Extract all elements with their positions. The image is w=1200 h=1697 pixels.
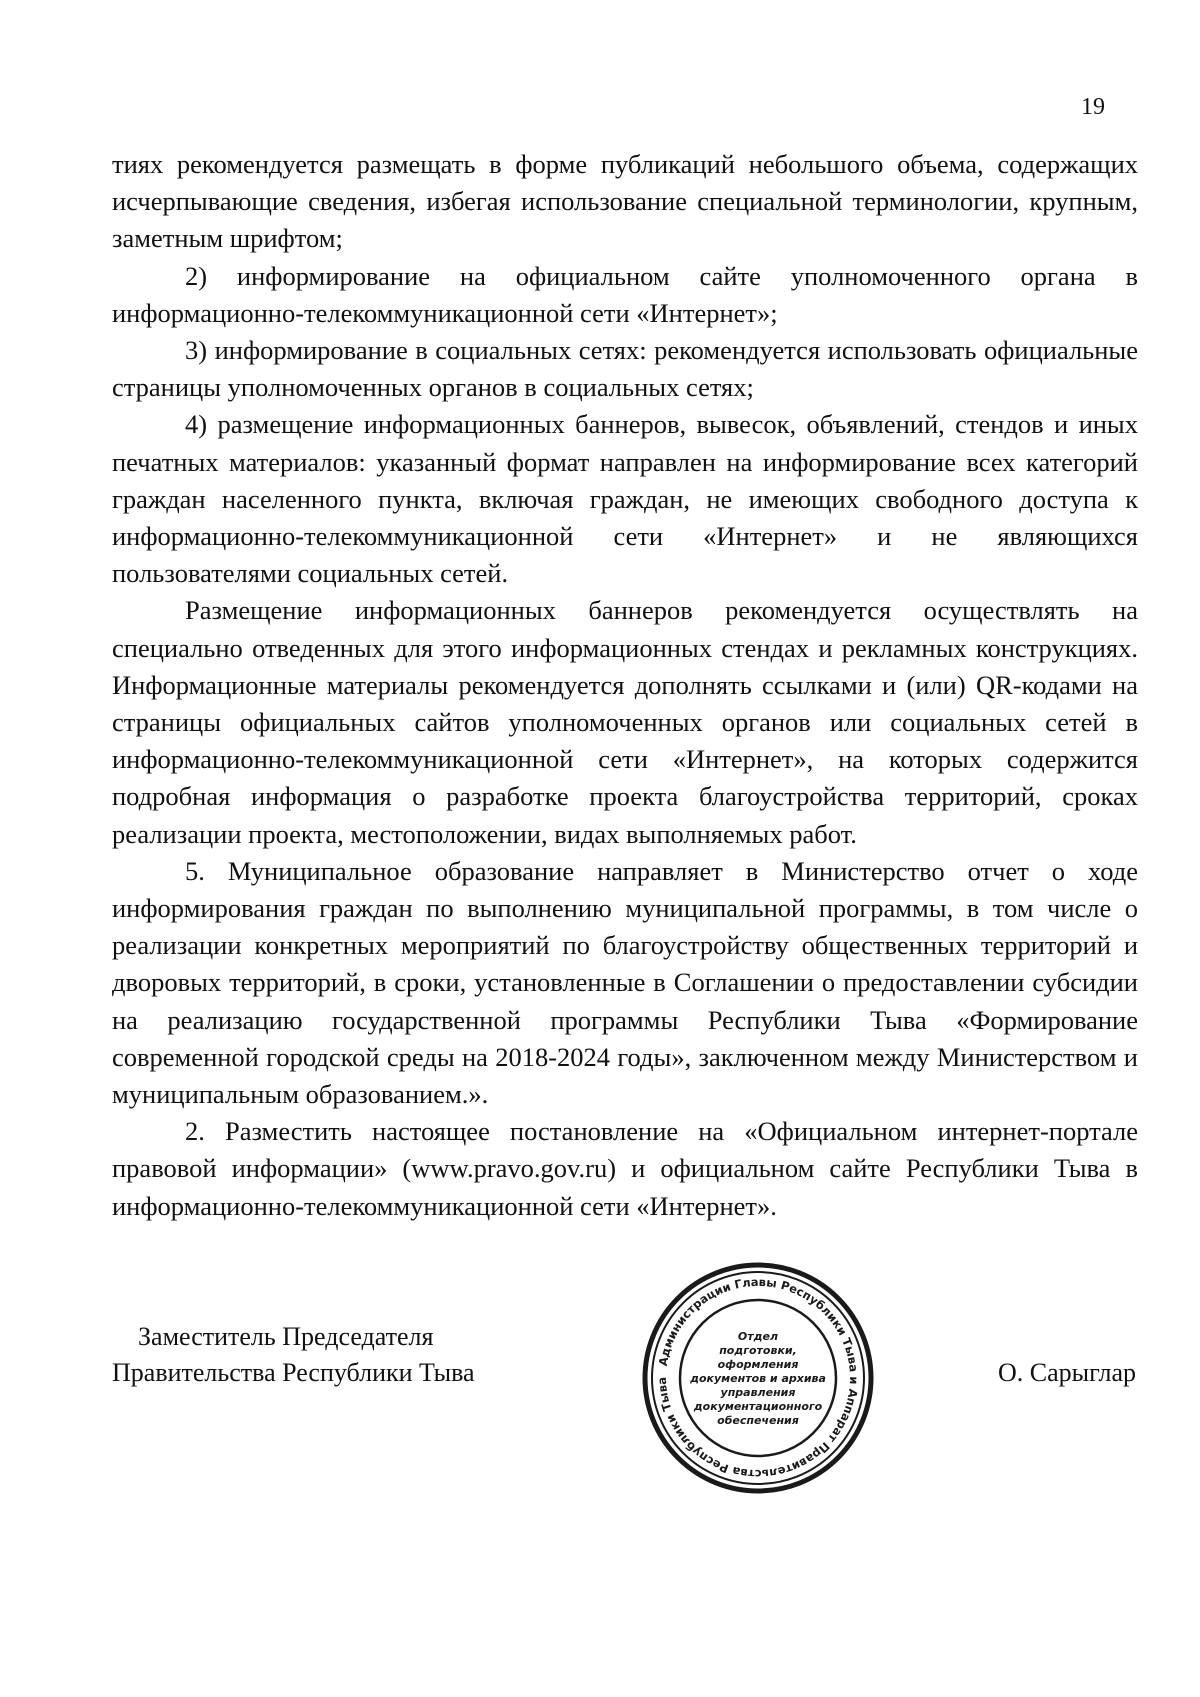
signatory-position: [112, 1319, 532, 1391]
official-stamp: [638, 1258, 878, 1498]
stamp-ring-text: Администрации Главы Республики Тыва и Аппарат Правительства Республики Тыва: [654, 1274, 862, 1482]
signatory-position-line1: Заместитель Председателя: [138, 1322, 434, 1351]
stamp-center-line: подготовки,: [719, 1344, 797, 1357]
paragraph-clause-2: 2. Разместить настоящее постановление на «Официальном интернет-портале правовой информации» (www.pravo.gov.ru) и официальном сайте Республики Тыва в информационно-телекоммуникационной сети «Интернет».: [112, 1116, 1138, 1221]
stamp-center-line: обеспечения: [717, 1414, 799, 1427]
paragraph-item-2: 2) информирование на официальном сайте уполномоченного органа в информационно-телекоммуникационной сети «Интернет»;: [112, 260, 1138, 328]
signatory-position-line2: Правительства Республики Тыва: [112, 1358, 475, 1387]
paragraph-item-4: 4) размещение информационных баннеров, вывесок, объявлений, стендов и иных печатных материалов: указанный формат направлен на информирование всех категорий граждан населенного пункта, включая граждан, не имеющих свободного доступа к информационно-телекоммуникационной сети «Интернет» и не являющихся пользователями социальных сетей.: [112, 409, 1138, 589]
signatory-name: О. Сарыглар: [998, 1358, 1136, 1387]
paragraph-banners: Размещение информационных баннеров рекомендуется осуществлять на специально отведенных для этого информационных стендах и рекламных конструкциях. Информационные материалы рекомендуется дополнять ссылками и (или) QR-кодами на страницы официальных сайтов уполномоченных органов или социальных сетей в информационно-телекоммуникационной сети «Интернет», на которых содержится подробная информация о разработке проекта благоустройства территорий, сроках реализации проекта, местоположении, видах выполняемых работ.: [112, 595, 1138, 849]
document-body: [112, 146, 1138, 1225]
stamp-center-line: управления: [720, 1386, 796, 1399]
stamp-center-line: документов и архива: [690, 1372, 826, 1385]
stamp-center-line: Отдел: [737, 1330, 779, 1343]
paragraph-item-3: 3) информирование в социальных сетях: рекомендуется использовать официальные страницы уполномоченных органов в социальных сетях;: [112, 335, 1138, 403]
stamp-seal-graphic: [638, 1258, 878, 1498]
stamp-center-line: оформления: [717, 1358, 799, 1371]
stamp-center-line: документационного: [693, 1400, 823, 1413]
paragraph-point-5: 5. Муниципальное образование направляет в Министерство отчет о ходе информирования граждан по выполнению муниципальной программы, в том числе о реализации конкретных мероприятий по благоустройству общественных территорий и дворовых территорий, в сроки, установленные в Соглашении о предоставлении субсидии на реализацию государственной программы Республики Тыва «Формирование современной городской среды на 2018-2024 годы», заключенном между Министерством и муниципальным образованием.».: [112, 855, 1138, 1110]
paragraph-continuation: тиях рекомендуется размещать в форме публикаций небольшого объема, содержащих исчерпывающие сведения, избегая использование специальной терминологии, крупным, заметным шрифтом;: [112, 149, 1138, 254]
page-number: 19: [1081, 94, 1105, 120]
